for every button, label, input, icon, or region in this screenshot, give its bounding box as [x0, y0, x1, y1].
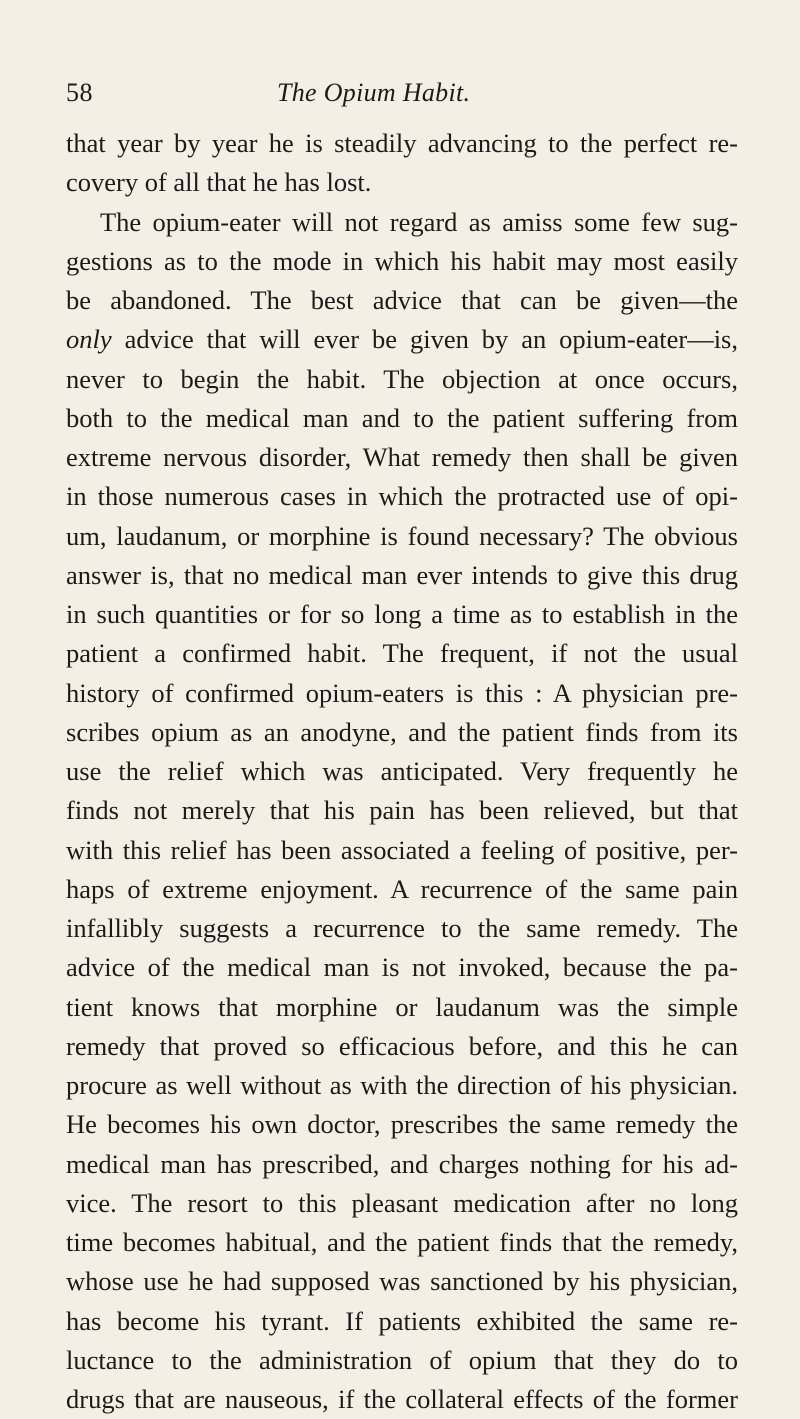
text-line: The opium-eater will not regard as amiss some few sug-	[100, 206, 738, 237]
text-line: time becomes habitual, and the patient finds that the remedy,	[66, 1227, 738, 1257]
text-line: infallibly suggests a recurrence to the same remedy. The	[66, 913, 738, 943]
text-line: history of confirmed opium-eaters is this : A physician pre-	[66, 677, 738, 708]
text-line-rest: advice that will ever be given by an opium-eater—is,	[124, 324, 738, 355]
text-line: in such quantities or for so long a time as to establish in the	[66, 599, 738, 629]
text-line: luctance to the administration of opium that they do to	[66, 1344, 738, 1375]
text-line: remedy that proved so efficacious before, and this he can	[66, 1030, 738, 1061]
text-line: answer is, that no medical man ever intends to give this drug	[66, 559, 738, 590]
text-line: use the relief which was anticipated. Very frequently he	[66, 756, 738, 786]
text-line: both to the medical man and to the patient suffering from	[66, 402, 738, 433]
text-line-emphasis	[66, 320, 738, 359]
text-line: scribes opium as an anodyne, and the patient finds from its	[66, 716, 738, 747]
text-line: covery of all that he has lost.	[66, 167, 372, 198]
text-line: drugs that are nauseous, if the collateral effects of the former	[66, 1384, 738, 1414]
text-line: never to begin the habit. The objection at once occurs,	[66, 363, 738, 394]
text-line: medical man has prescribed, and charges nothing for his ad-	[66, 1148, 738, 1179]
text-line: with this relief has been associated a feeling of positive, per-	[66, 834, 738, 865]
text-line: patient a confirmed habit. The frequent, if not the usual	[66, 638, 738, 669]
text-line: He becomes his own doctor, prescribes the same remedy the	[66, 1109, 738, 1140]
text-line: be abandoned. The best advice that can be given—the	[66, 285, 738, 315]
text-line: vice. The resort to this pleasant medication after no long	[66, 1187, 738, 1218]
running-title: The Opium Habit.	[277, 78, 471, 107]
text-line: finds not merely that his pain has been relieved, but that	[66, 795, 738, 826]
page-number: 58	[66, 78, 93, 107]
text-line: gestions as to the mode in which his habit may most easily	[66, 245, 738, 276]
text-line: tient knows that morphine or laudanum was the simple	[66, 991, 738, 1022]
text-line: in those numerous cases in which the protracted use of opi-	[66, 481, 738, 512]
emphasized-word: only	[66, 324, 112, 355]
text-line: that year by year he is steadily advancing to the perfect re-	[66, 128, 738, 158]
text-line: whose use he had supposed was sanctioned by his physician,	[66, 1266, 738, 1297]
text-line: has become his tyrant. If patients exhibited the same re-	[66, 1305, 738, 1336]
text-line: procure as well without as with the direction of his physician.	[66, 1070, 738, 1100]
text-line: um, laudanum, or morphine is found necessary? The obvious	[66, 520, 738, 551]
text-line: haps of extreme enjoyment. A recurrence of the same pain	[66, 873, 738, 904]
text-line: extreme nervous disorder, What remedy then shall be given	[66, 442, 738, 472]
page-header	[66, 78, 734, 110]
text-line: advice of the medical man is not invoked, because the pa-	[66, 952, 738, 983]
body-text	[66, 124, 738, 1419]
